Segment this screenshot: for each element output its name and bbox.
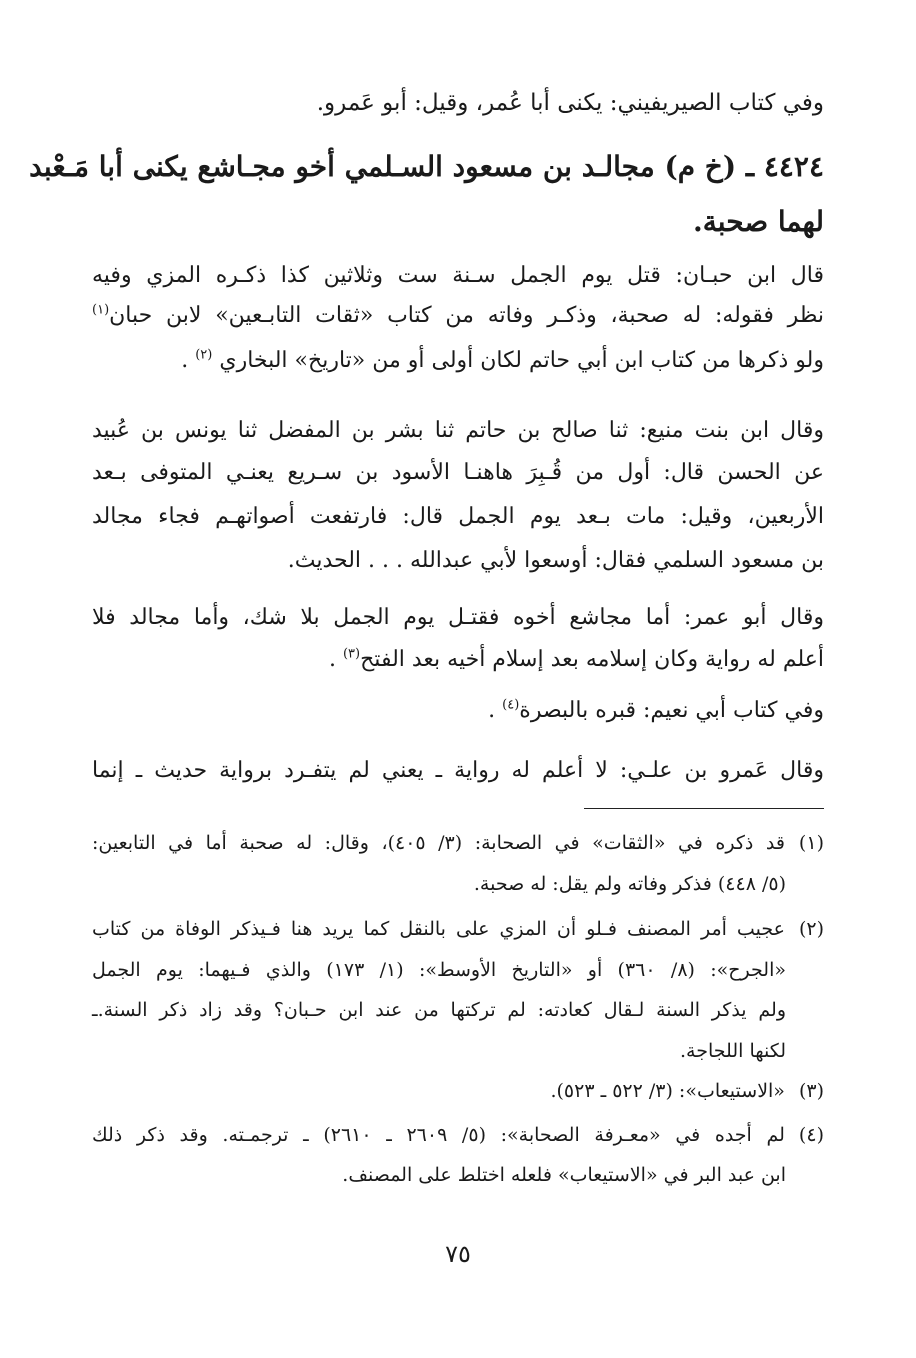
paragraph-2-line-2: عن الحسن قال: أول من قُـبِرَ هاهنـا الأسود بن سـريع يعنـي المتوفى بـعد [92, 460, 824, 485]
paragraph-1-line-3 [92, 348, 824, 373]
paragraph-2-line-1: وقال ابن بنت منيع: ثنا صالح بن حاتم ثنا بشر بن المفضل ثنا يونس بن عُبيد [92, 418, 824, 443]
footnote-2-text-1: عجيب أمر المصنف فـلو أن المزي على بالنقل كما يريد هنا فـيذكر الوفاة من كتاب [92, 918, 785, 940]
footnote-4-number: (٤) [798, 1124, 824, 1146]
period: . [328, 647, 336, 672]
paragraph-4-line-1 [92, 698, 824, 723]
paragraph-5-line-1: وقال عَمرو بن علـي: لا أعلم له رواية ـ يعني لم يتفـرد برواية حديث ـ إنما [92, 758, 824, 783]
entry-heading-line-1: ٤٤٢٤ ـ (خ م) مجالـد بن مسعود السـلمي أخو مجـاشع يكنى أبا مَـعْبد [29, 150, 824, 183]
entry-heading-line-2: لهما صحبة. [693, 205, 824, 238]
paragraph-4-line-1-text: وفي كتاب أبي نعيم: قبره بالبصرة [519, 698, 824, 723]
paragraph-1-line-2-text: نظر فقوله: له صحبة، وذكـر وفاته من كتاب «ثقات التابـعين» لابن حبان [109, 303, 824, 328]
footnote-marker-2: (٢) [195, 347, 213, 363]
footnote-4-line-1 [92, 1124, 824, 1146]
footnote-2-line-1 [92, 918, 824, 940]
intro-line: وفي كتاب الصيريفيني: يكنى أبا عُمر، وقيل: أبو عَمرو. [316, 90, 824, 116]
footnote-3-line-1 [92, 1080, 824, 1102]
page-number: ٧٥ [445, 1240, 471, 1268]
footnote-2-number: (٢) [798, 918, 824, 940]
period: . [181, 348, 189, 373]
footnote-4-line-2: ابن عبد البر في «الاستيعاب» فلعله اختلط على المصنف. [342, 1164, 786, 1186]
period: . [488, 698, 496, 723]
footnote-marker-3: (٣) [342, 646, 361, 662]
paragraph-1-line-2 [92, 303, 824, 328]
paragraph-3-line-1: وقال أبو عمر: أما مجاشع أخوه فقتـل يوم الجمل بلا شك، وأما مجالد فلا [92, 605, 824, 630]
footnote-2-line-3: ولم يذكر السنة لـقال كعادته: لم تركتها من عند ابن حـبان؟ وقد زاد ذكر السنة.ـ [92, 999, 786, 1021]
footnote-separator [584, 808, 824, 809]
footnote-1-text-1: قد ذكره في «الثقات» في الصحابة: (٣/ ٤٠٥)، وقال: له صحبة أما في التابعين: [92, 832, 785, 854]
footnote-marker-1: (١) [92, 302, 110, 318]
paragraph-2-line-3: الأربعين، وقيل: مات بـعد يوم الجمل قال: فارتفعت أصواتهـم فجاء مجالد [92, 504, 824, 529]
footnote-1-number: (١) [798, 832, 824, 854]
footnote-3-text-1: «الاستيعاب»: (٣/ ٥٢٢ ـ ٥٢٣). [550, 1080, 785, 1102]
paragraph-2-line-4: بن مسعود السلمي فقال: أوسعوا لأبي عبدالله . . . الحديث. [287, 548, 824, 573]
footnote-marker-4: (٤) [502, 697, 520, 713]
footnote-2-line-4: لكنها اللجاجة. [680, 1040, 786, 1062]
paragraph-1-line-1: قال ابن حبـان: قتل يوم الجمل سـنة ست وثلاثين كذا ذكـره المزي وفيه [92, 263, 824, 288]
paragraph-3-line-2-text: أعلم له رواية وكان إسلامه بعد إسلام أخيه بعد الفتح [360, 647, 824, 672]
paragraph-3-line-2 [92, 647, 824, 672]
paragraph-1-line-3-text: ولو ذكرها من كتاب ابن أبي حاتم لكان أولى أو من «تاريخ» البخاري [219, 348, 824, 373]
footnote-2-line-2: «الجرح»: (٨/ ٣٦٠) أو «التاريخ الأوسط»: (١/ ١٧٣) والذي فـيهما: يوم الجمل [92, 959, 786, 981]
footnote-3-number: (٣) [798, 1080, 824, 1102]
footnote-1-line-2: (٥/ ٤٤٨) فذكر وفاته ولم يقل: له صحبة. [473, 873, 786, 895]
footnote-1-line-1 [92, 832, 824, 854]
footnote-4-text-1: لم أجده في «معـرفة الصحابة»: (٥/ ٢٦٠٩ ـ ٢٦١٠) ـ ترجمـته. وقد ذكر ذلك [92, 1124, 785, 1146]
